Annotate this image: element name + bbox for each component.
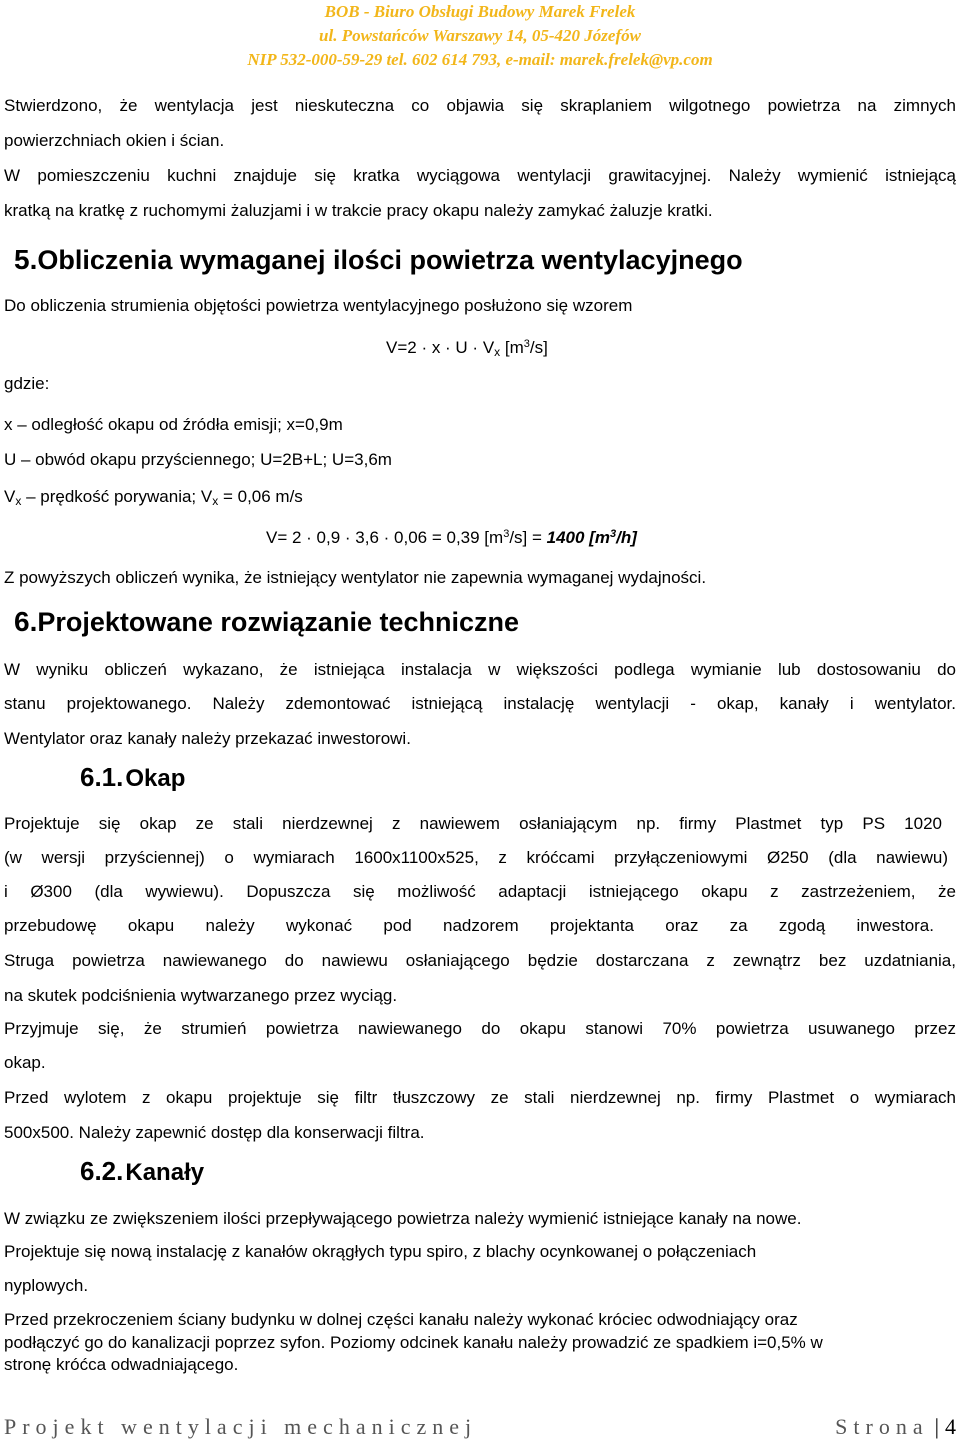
- section-5-lead: Do obliczenia strumienia objętości powietrza wentylacyjnego posłużono się wzorem: [4, 296, 633, 315]
- okap-line-7: Przyjmuje się, że strumień powietrza nawiewanego do okapu stanowi 70% powietrza usuwanego przez: [4, 1019, 956, 1038]
- calculation-result: 1400 $[m^3/h]$: [546, 528, 637, 547]
- section-5-number: 5.: [14, 244, 38, 275]
- footer-page-number: 4: [945, 1414, 956, 1439]
- intro-paragraph-2: W pomieszczeniu kuchni znajduje się kratka wyciągowa wentylacji grawitacyjnej. Należy wymienić istniejącą: [4, 166, 956, 185]
- definition-u: U – obwód okapu przyściennego; U=2B+L; U=3,6m: [4, 450, 392, 469]
- okap-line-10: 500x500. Należy zapewnić dostęp dla konserwacji filtra.: [4, 1123, 425, 1142]
- intro-paragraph-1: Stwierdzono, że wentylacja jest nieskuteczna co objawia się skraplaniem wilgotnego powietrza na zimnych: [4, 96, 956, 115]
- section-6-1-heading: [80, 762, 185, 793]
- intro-paragraph-1-cont: powierzchniach okien i ścian.: [4, 131, 225, 150]
- okap-line-6: na skutek podciśnienia wytwarzanego przez wyciąg.: [4, 986, 398, 1005]
- okap-line-8: okap.: [4, 1053, 46, 1072]
- company-name: BOB - Biuro Obsługi Budowy Marek Frelek: [319, 0, 642, 24]
- company-contact: NIP 532-000-59-29 tel. 602 614 793, e-mail: marek.frelek@vp.com: [241, 48, 718, 72]
- section-6-paragraph-line-3: Wentylator oraz kanały należy przekazać inwestorowi.: [4, 729, 411, 748]
- section-6-2-heading: [80, 1156, 204, 1187]
- formula-calculation: V= 2 · 0,9 · 3,6 · 0,06 = 0,39 $[m^3/s] = 1400$ $[m^3/h]$: [266, 528, 637, 547]
- section-5-conclusion: Z powyższych obliczeń wynika, że istniejący wentylator nie zapewnia wymaganej wydajności.: [4, 568, 707, 587]
- definition-x: x – odległość okapu od źródła emisji; x=0,9m: [4, 415, 343, 434]
- footer-document-title: Projekt wentylacji mechanicznej: [4, 1414, 478, 1439]
- intro-paragraph-2-cont: kratką na kratkę z ruchomymi żaluzjami i w trakcie pracy okapu należy zamykać żaluzje kratki.: [4, 201, 713, 220]
- formula-main: $V=2 \cdot x \cdot U \cdot V_x$ $[m^3/s]$: [386, 338, 548, 359]
- kanaly-line-2: Projektuje się nową instalację z kanałów okrągłych typu spiro, z blachy ocynkowanej o połączeniach: [4, 1242, 757, 1261]
- footer-page-label: Strona: [835, 1414, 929, 1439]
- section-6-paragraph-line-1: W wyniku obliczeń wykazano, że istniejąca instalacja w większości podlega wymianie lub dostosowaniu do: [4, 660, 956, 679]
- where-label: gdzie:: [4, 374, 50, 393]
- okap-line-4: przebudowę okapu należy wykonać pod nadzorem projektanta oraz za zgodą inwestora.: [4, 916, 934, 935]
- okap-line-5: Struga powietrza nawiewanego do nawiewu osłaniającego będzie dostarczana z zewnątrz bez uzdatniania,: [4, 951, 956, 970]
- okap-line-9: Przed wylotem z okapu projektuje się filtr tłuszczowy ze stali nierdzewnej np. firmy Plastmet o wymiarach: [4, 1088, 956, 1107]
- kanaly-line-3: nyplowych.: [4, 1276, 89, 1295]
- section-6-1-title: Okap: [125, 765, 186, 792]
- kanaly-line-6: stronę króćca odwadniającego.: [4, 1355, 239, 1374]
- kanaly-line-5: podłączyć go do kanalizacji poprzez syfon. Poziomy odcinek kanału należy prowadzić ze spadkiem i=0,5% w: [4, 1333, 823, 1352]
- section-6-title: Projektowane rozwiązanie techniczne: [37, 607, 519, 637]
- letterhead: [0, 0, 960, 72]
- section-6-2-number: 6.2.: [80, 1156, 124, 1186]
- section-6-paragraph-line-2: stanu projektowanego. Należy zdemontować istniejącą instalację wentylacji - okap, kanały i wentylator.: [4, 694, 956, 713]
- footer-page-info: [835, 1414, 956, 1440]
- section-6-number: 6.: [14, 606, 38, 637]
- section-6-1-number: 6.1.: [80, 762, 124, 792]
- section-5-title: Obliczenia wymaganej ilości powietrza wentylacyjnego: [37, 245, 743, 275]
- okap-line-1: Projektuje się okap ze stali nierdzewnej z nawiewem osłaniającym np. firmy Plastmet typ PS 1020: [4, 814, 942, 833]
- company-address: ul. Powstańców Warszawy 14, 05-420 Józefów: [313, 24, 647, 48]
- okap-line-3: i Ø300 (dla wywiewu). Dopuszcza się możliwość adaptacji istniejącego okapu z zastrzeżeniem, że: [4, 882, 956, 901]
- footer-separator: |: [934, 1414, 939, 1439]
- section-5-heading: [14, 244, 743, 276]
- kanaly-line-1: W związku ze zwiększeniem ilości przepływającego powietrza należy wymienić istniejące kanały na nowe.: [4, 1209, 802, 1228]
- page-footer: [4, 1414, 956, 1440]
- definition-vx: $V_x$ – prędkość porywania; $V_x = 0,06$ m/s: [4, 487, 303, 508]
- okap-line-2: (w wersji przyściennej) o wymiarach 1600x1100x525, z króćcami przyłączeniowymi Ø250 (dla nawiewu): [4, 848, 948, 867]
- section-6-heading: [14, 606, 519, 638]
- section-6-2-title: Kanały: [125, 1159, 205, 1186]
- kanaly-line-4: Przed przekroczeniem ściany budynku w dolnej części kanału należy wykonać króciec odwodniający oraz: [4, 1310, 798, 1329]
